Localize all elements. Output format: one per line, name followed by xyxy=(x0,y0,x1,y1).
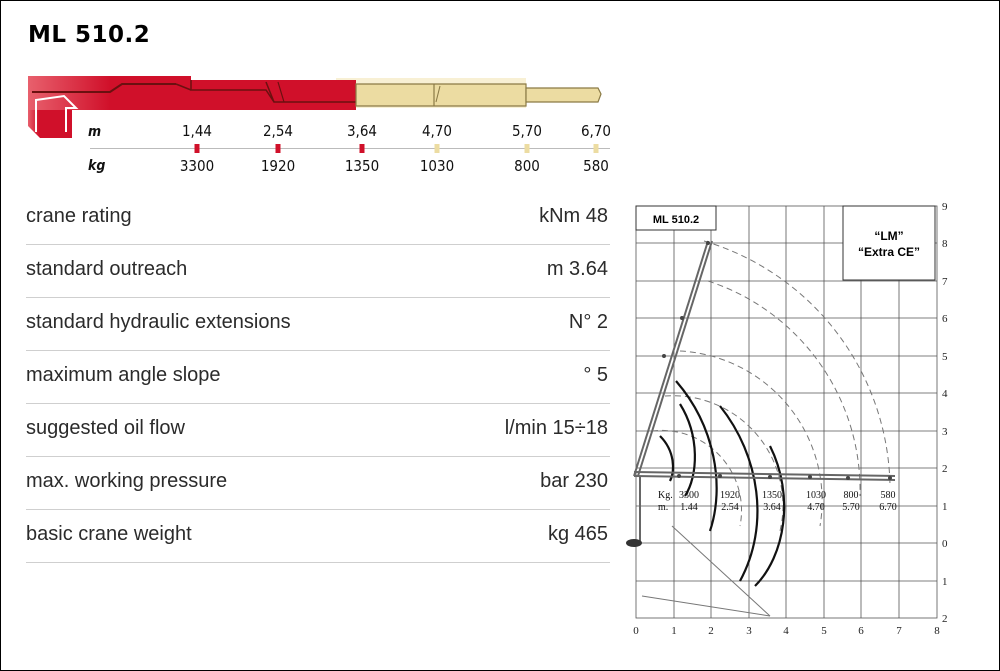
y-axis-tick: 9 xyxy=(942,201,948,213)
diagram-kg-label: Kg. xyxy=(658,490,673,501)
spec-label: basic crane weight xyxy=(26,523,192,545)
x-axis-tick: 0 xyxy=(633,625,639,637)
scale-m-value: 1,44 xyxy=(181,122,213,140)
scale-kg-value: 1920 xyxy=(260,157,296,175)
spec-label: suggested oil flow xyxy=(26,417,185,439)
spec-label: maximum angle slope xyxy=(26,364,221,386)
scale-tick xyxy=(435,144,440,153)
y-axis-tick: 8 xyxy=(942,238,948,250)
scale-tick xyxy=(195,144,200,153)
scale-tick xyxy=(594,144,599,153)
x-axis-tick: 4 xyxy=(783,625,789,637)
spec-label: standard hydraulic extensions xyxy=(26,311,291,333)
y-axis-tick: 5 xyxy=(942,351,948,363)
spec-row xyxy=(26,192,610,245)
y-axis-tick: 1 xyxy=(942,576,948,588)
y-axis-tick: 4 xyxy=(942,388,948,400)
scale-kg-value: 800 xyxy=(514,157,540,175)
diagram-m-value: 5.70 xyxy=(842,502,860,513)
spec-value: N° 2 xyxy=(568,311,608,333)
scale-tick xyxy=(276,144,281,153)
y-axis-tick: 2 xyxy=(942,463,948,475)
spec-row xyxy=(26,404,610,457)
spec-table xyxy=(26,192,610,563)
scale-kg-value: 1030 xyxy=(419,157,455,175)
scale-m-value: 4,70 xyxy=(421,122,453,140)
y-axis-tick: 3 xyxy=(942,426,948,438)
spec-label: max. working pressure xyxy=(26,470,228,492)
y-axis-tick: 2 xyxy=(942,613,948,625)
spec-label: crane rating xyxy=(26,205,132,227)
diagram-kg-value: 1350 xyxy=(762,490,782,501)
load-curves xyxy=(660,381,784,586)
x-axis-tick: 8 xyxy=(934,625,940,637)
diagram-kg-value: 580 xyxy=(880,490,896,501)
x-axis-tick: 1 xyxy=(671,625,677,637)
spec-row xyxy=(26,351,610,404)
x-axis-tick: 5 xyxy=(821,625,827,637)
scale-tick xyxy=(360,144,365,153)
spec-row xyxy=(26,298,610,351)
scale-m-value: 2,54 xyxy=(262,122,294,140)
diagram-m-value: 2.54 xyxy=(721,502,739,513)
spec-row xyxy=(26,245,610,298)
load-diagram xyxy=(620,196,970,646)
scale-kg-value: 1350 xyxy=(344,157,380,175)
diagram-m-value: 4.70 xyxy=(807,502,825,513)
lm-badge-line1: “LM” xyxy=(874,229,904,243)
y-axis-tick: 6 xyxy=(942,313,948,325)
diagram-kg-value: 1920 xyxy=(720,490,740,501)
spec-value: bar 230 xyxy=(540,470,608,492)
diagram-model-label: ML 510.2 xyxy=(652,214,700,226)
model-title: ML 510.2 xyxy=(28,22,151,48)
spec-value: m 3.64 xyxy=(546,258,608,280)
reach-arcs xyxy=(642,241,890,616)
scale-tick xyxy=(525,144,530,153)
y-axis-tick: 7 xyxy=(942,276,948,288)
scale-kg-value: 580 xyxy=(583,157,609,175)
x-axis-tick: 3 xyxy=(746,625,752,637)
diagram-kg-value: 1030 xyxy=(806,490,826,501)
scale-m-label: m xyxy=(88,124,102,140)
scale-m-value: 5,70 xyxy=(511,122,543,140)
spec-value: kNm 48 xyxy=(539,205,608,227)
scale-m-value: 6,70 xyxy=(580,122,612,140)
spec-label: standard outreach xyxy=(26,258,188,280)
scale-kg-value: 3300 xyxy=(179,157,215,175)
x-axis-tick: 6 xyxy=(858,625,864,637)
scale-m-value: 3,64 xyxy=(346,122,378,140)
spec-row xyxy=(26,457,610,510)
spec-row xyxy=(26,510,610,563)
diagram-m-value: 1.44 xyxy=(680,502,698,513)
x-axis-tick: 7 xyxy=(896,625,902,637)
y-axis-tick: 0 xyxy=(942,538,948,550)
scale-line xyxy=(90,148,610,149)
x-axis-tick: 2 xyxy=(708,625,714,637)
diagram-kg-value: 800 xyxy=(843,490,859,501)
diagram-m-value: 3.64 xyxy=(763,502,781,513)
spec-value: kg 465 xyxy=(547,523,608,545)
spec-value: ° 5 xyxy=(583,364,608,386)
y-axis-tick: 1 xyxy=(942,501,948,513)
spec-value: l/min 15÷18 xyxy=(504,417,608,439)
diagram-m-value: 6.70 xyxy=(879,502,897,513)
diagram-m-label: m. xyxy=(658,502,669,513)
lm-badge-line2: “Extra CE” xyxy=(857,245,921,259)
diagram-kg-value: 3300 xyxy=(679,490,699,501)
scale-kg-label: kg xyxy=(88,158,106,174)
lm-badge xyxy=(843,206,935,280)
